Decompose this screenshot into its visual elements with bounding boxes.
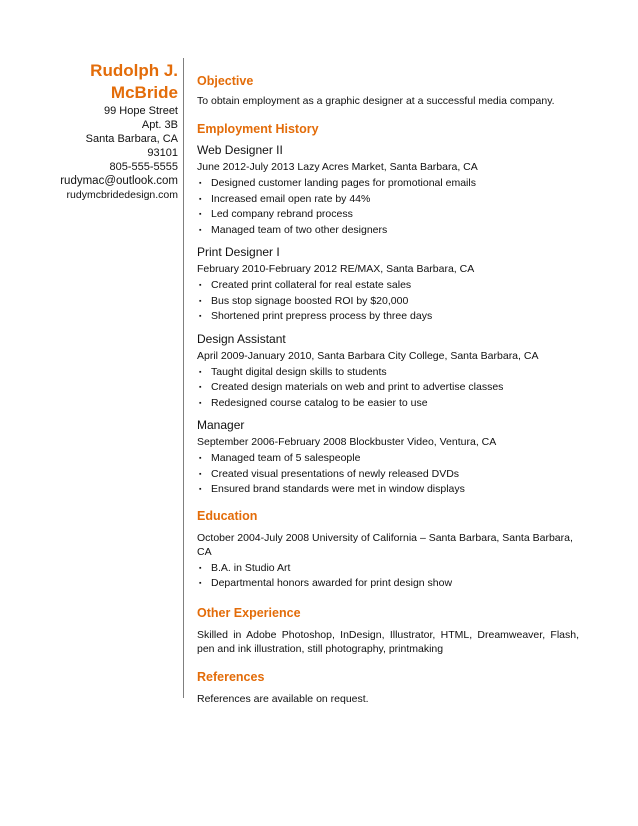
- section-heading-education: Education: [197, 508, 258, 523]
- job-bullets: [197, 365, 579, 412]
- job-dates-employer: June 2012-July 2013 Lazy Acres Market, Santa Barbara, CA: [197, 161, 478, 173]
- zip-code: 93101: [147, 147, 178, 159]
- square-bullet-icon: ▪: [199, 313, 202, 320]
- bullet-text: Created design materials on web and print to advertise classes: [211, 381, 504, 393]
- square-bullet-icon: ▪: [199, 455, 202, 462]
- bullet-item: [197, 365, 579, 381]
- bullet-item: [197, 561, 579, 577]
- bullet-item: [197, 309, 579, 325]
- square-bullet-icon: ▪: [199, 368, 202, 376]
- references-section: [197, 668, 579, 706]
- name-last: McBride: [110, 83, 178, 102]
- bullet-text: Shortened print prepress process by three days: [211, 310, 433, 322]
- bullet-item: [197, 176, 579, 192]
- job-entry: [197, 331, 579, 412]
- bullet-item: [197, 482, 579, 498]
- bullet-item: [197, 207, 579, 223]
- square-bullet-icon: ▪: [199, 195, 202, 203]
- bullet-text: Led company rebrand process: [211, 208, 353, 220]
- job-title: Design Assistant: [197, 331, 286, 346]
- bullet-item: [197, 380, 579, 396]
- contact-column: [0, 60, 180, 202]
- section-heading-objective: Objective: [197, 74, 254, 88]
- bullet-item: [197, 192, 579, 208]
- job-dates-employer: September 2006-February 2008 Blockbuster Video, Ventura, CA: [197, 436, 497, 448]
- job-list: [197, 142, 579, 498]
- content-column: [197, 72, 579, 706]
- job-title: Print Designer I: [197, 245, 280, 259]
- section-heading-employment: Employment History: [197, 122, 319, 136]
- bullet-item: [197, 467, 579, 483]
- bullet-text: Managed team of 5 salespeople: [211, 452, 361, 464]
- square-bullet-icon: ▪: [199, 297, 202, 305]
- job-dates-employer: February 2010-February 2012 RE/MAX, Santa Barbara, CA: [197, 263, 475, 275]
- city-state: Santa Barbara, CA: [85, 133, 178, 145]
- name-first: Rudolph J.: [90, 61, 178, 80]
- references-text: References are available on request.: [197, 692, 369, 705]
- website: rudymcbridedesign.com: [66, 189, 178, 201]
- bullet-item: [197, 223, 579, 239]
- bullet-text: Created print collateral for real estate sales: [211, 279, 412, 291]
- address-line-2: Apt. 3B: [141, 119, 178, 131]
- job-bullets: [197, 278, 579, 325]
- vertical-divider: [183, 58, 184, 698]
- job-entry: [197, 417, 579, 498]
- email-address: rudymac@outlook.com: [60, 175, 178, 187]
- square-bullet-icon: ▪: [199, 180, 202, 187]
- bullet-text: Departmental honors awarded for print design show: [211, 577, 453, 589]
- bullet-item: [197, 576, 579, 592]
- other-experience-section: [197, 604, 579, 656]
- education-bullets: [197, 561, 579, 592]
- square-bullet-icon: ▪: [199, 564, 202, 572]
- square-bullet-icon: ▪: [199, 226, 202, 234]
- square-bullet-icon: ▪: [199, 384, 202, 391]
- bullet-text: Increased email open rate by 44%: [211, 192, 371, 205]
- employment-section: [197, 120, 579, 498]
- job-entry: [197, 142, 579, 238]
- bullet-text: Designed customer landing pages for promotional emails: [211, 177, 476, 189]
- square-bullet-icon: ▪: [199, 580, 202, 587]
- bullet-text: Bus stop signage boosted ROI by $20,000: [211, 294, 409, 307]
- bullet-text: Created visual presentations of newly released DVDs: [211, 467, 460, 480]
- phone-number: 805-555-5555: [109, 161, 178, 173]
- section-heading-other-experience: Other Experience: [197, 605, 301, 620]
- square-bullet-icon: ▪: [199, 282, 202, 289]
- square-bullet-icon: ▪: [199, 399, 202, 407]
- other-experience-text: Skilled in Adobe Photoshop, InDesign, Illustrator, HTML, Dreamweaver, Flash, pen and ink illustration, still photography, printmaking: [197, 628, 579, 655]
- bullet-item: [197, 294, 579, 310]
- square-bullet-icon: ▪: [199, 470, 202, 478]
- bullet-item: [197, 396, 579, 412]
- bullet-text: Managed team of two other designers: [211, 223, 388, 236]
- job-title: Web Designer II: [197, 143, 283, 157]
- bullet-item: [197, 451, 579, 467]
- education-section: [197, 507, 579, 592]
- address-line-1: 99 Hope Street: [104, 105, 178, 117]
- job-entry: [197, 244, 579, 325]
- bullet-text: Redesigned course catalog to be easier to use: [211, 396, 428, 409]
- job-dates-employer: April 2009-January 2010, Santa Barbara City College, Santa Barbara, CA: [197, 349, 539, 362]
- job-bullets: [197, 451, 579, 498]
- objective-section: [197, 72, 579, 108]
- section-heading-references: References: [197, 669, 265, 684]
- bullet-item: [197, 278, 579, 294]
- job-bullets: [197, 176, 579, 238]
- job-title: Manager: [197, 418, 245, 432]
- square-bullet-icon: ▪: [199, 486, 202, 493]
- objective-text: To obtain employment as a graphic designer at a successful media company.: [197, 95, 555, 107]
- bullet-text: Taught digital design skills to students: [211, 365, 387, 378]
- education-meta: October 2004-July 2008 University of California – Santa Barbara, Santa Barbara, CA: [197, 531, 573, 558]
- square-bullet-icon: ▪: [199, 211, 202, 218]
- bullet-text: Ensured brand standards were met in window displays: [211, 483, 465, 495]
- bullet-text: B.A. in Studio Art: [211, 561, 291, 574]
